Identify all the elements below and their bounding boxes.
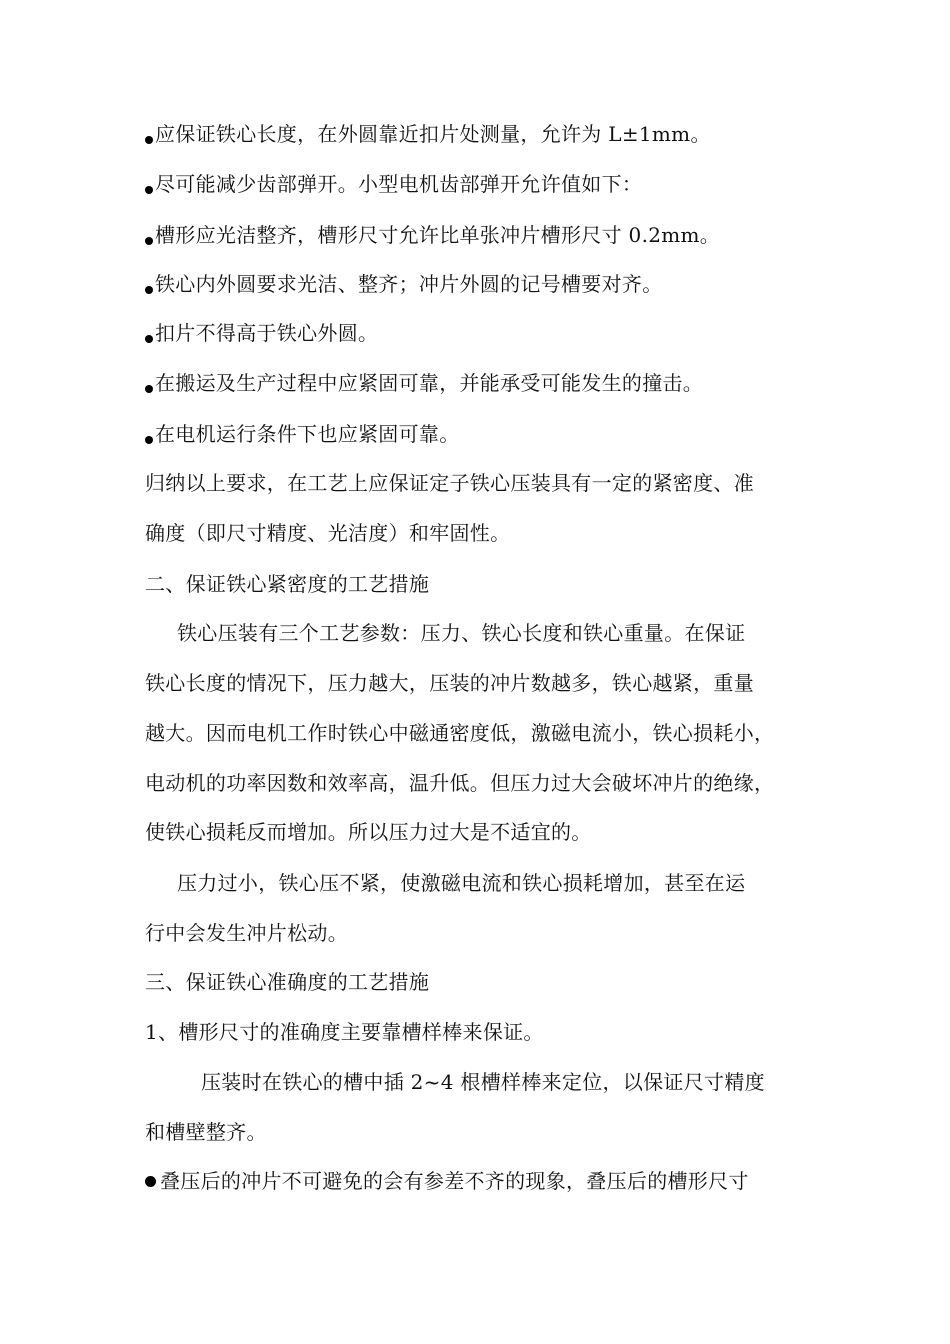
paragraph-line: 和槽壁整齐。 [145,1120,267,1144]
paragraph-line: 行中会发生冲片松动。 [145,921,348,945]
bullet-icon [145,237,153,245]
bullet-item-operation [145,420,810,448]
paragraph-line: 铁心长度的情况下，压力越大，压装的冲片数越多，铁心越紧，重量 [145,671,754,695]
paragraph-line: 压力过小，铁心压不紧，使激磁电流和铁心损耗增加，甚至在运 [177,871,746,895]
bullet-text: 扣片不得高于铁心外圆。 [155,321,379,345]
paragraph-line: 使铁心损耗反而增加。所以压力过大是不适宜的。 [145,820,592,844]
paragraph-line: 压装时在铁心的槽中插 2~4 根槽样棒来定位，以保证尺寸精度 [201,1070,765,1094]
bullet-icon [145,1176,156,1187]
bullet-text: 尽可能减少齿部弹开。小型电机齿部弹开允许值如下： [155,172,643,196]
numbered-item-1: 1、槽形尺寸的准确度主要靠槽样棒来保证。 [145,1020,544,1044]
paragraph-line: 铁心压装有三个工艺参数：压力、铁心长度和铁心重量。在保证 [177,621,746,645]
bullet-icon [145,136,153,144]
bullet-text: 在电机运行条件下也应紧固可靠。 [155,422,460,446]
bullet-text: 叠压后的冲片不可避免的会有参差不齐的现象，叠压后的槽形尺寸 [160,1169,749,1193]
bullet-text: 铁心内外圆要求光洁、整齐；冲片外圆的记号槽要对齐。 [155,272,663,296]
paragraph-line: 越大。因而电机工作时铁心中磁通密度低，激磁电流小，铁心损耗小， [145,721,775,745]
bullet-text: 在搬运及生产过程中应紧固可靠，并能承受可能发生的撞击。 [155,371,704,395]
bullet-text: 应保证铁心长度，在外圆靠近扣片处测量，允许为 L±1mm。 [155,122,711,146]
bullet-item-circle [145,270,810,298]
bullet-text: 槽形应光洁整齐，槽形尺寸允许比单张冲片槽形尺寸 0.2mm。 [155,223,721,247]
summary-line-2: 确度（即尺寸精度、光洁度）和牢固性。 [145,521,511,545]
bullet-item-stacking [145,1167,810,1195]
bullet-icon [145,186,153,194]
bullet-item-length [145,120,810,148]
paragraph-line: 电动机的功率因数和效率高，温升低。但压力过大会破坏冲片的绝缘， [145,771,775,795]
section-heading-2: 二、保证铁心紧密度的工艺措施 [145,572,430,596]
section-heading-3: 三、保证铁心准确度的工艺措施 [145,970,430,994]
bullet-item-teeth [145,170,810,198]
bullet-item-transport [145,369,810,397]
bullet-icon [145,335,153,343]
bullet-icon [145,436,153,444]
summary-line-1: 归纳以上要求，在工艺上应保证定子铁心压装具有一定的紧密度、准 [145,471,754,495]
bullet-item-slot [145,221,810,249]
bullet-icon [145,286,153,294]
bullet-item-clip [145,319,810,347]
bullet-icon [145,385,153,393]
